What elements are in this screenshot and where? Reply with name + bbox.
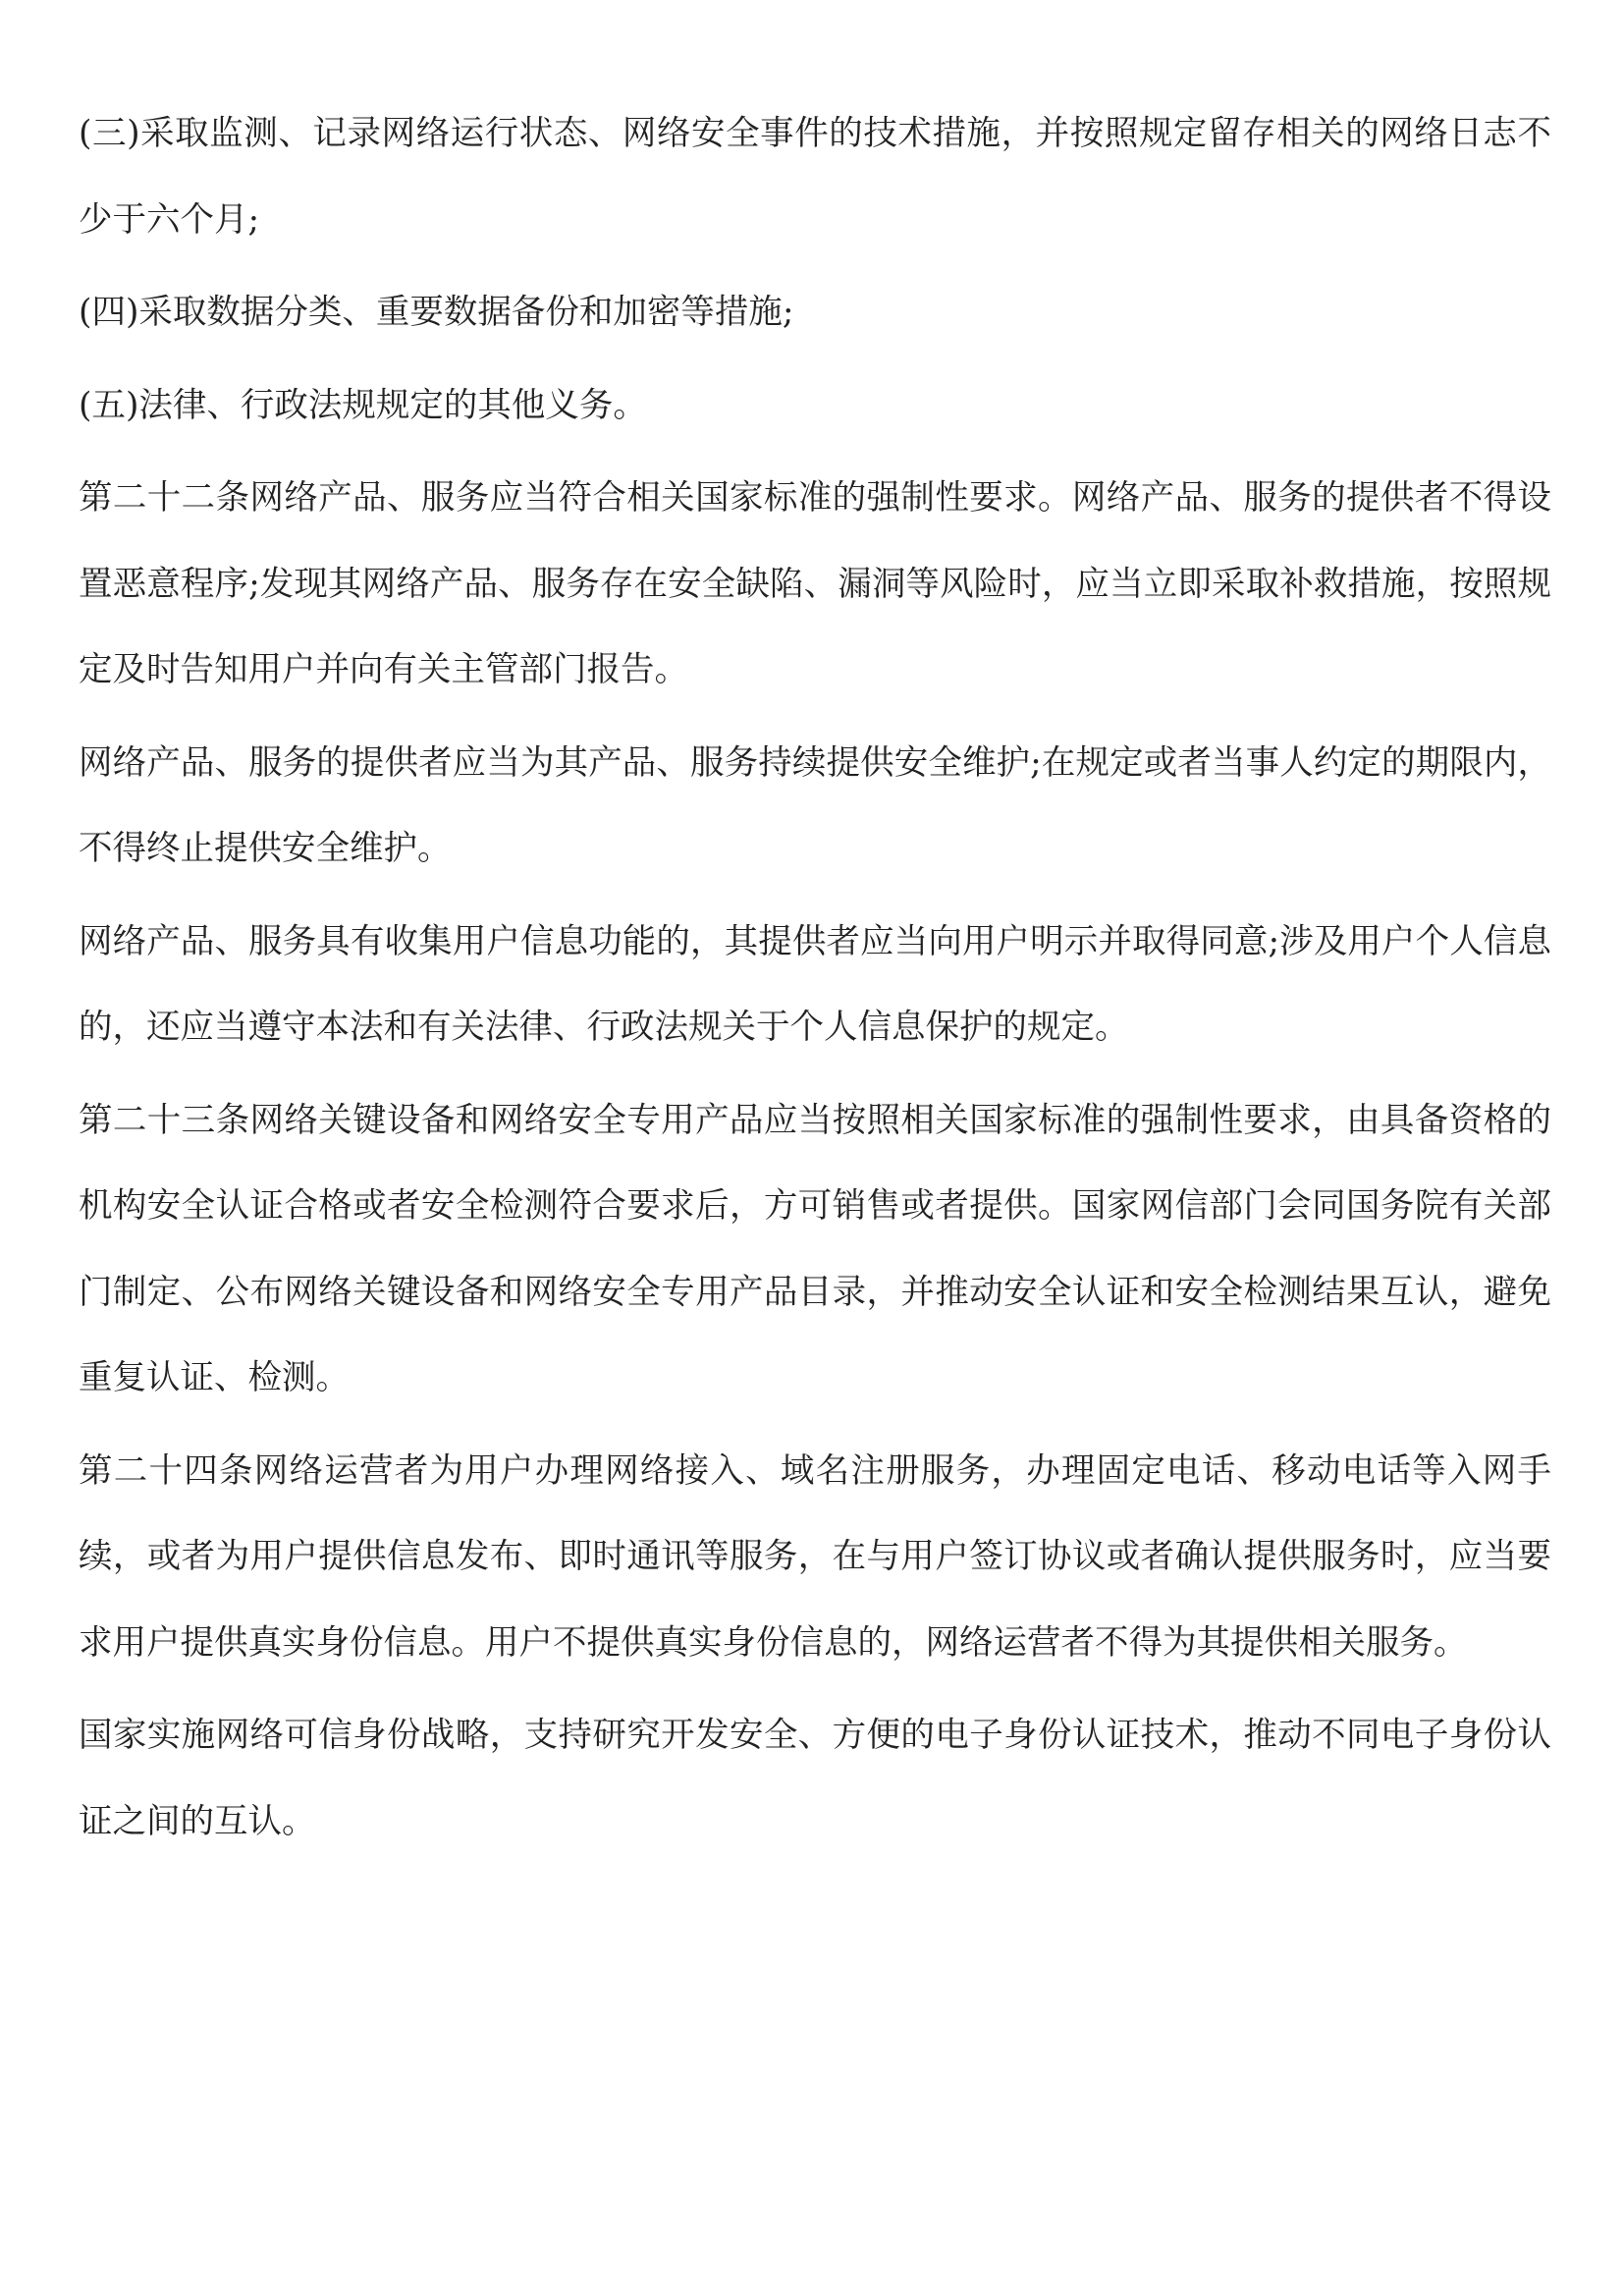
- paragraph-item-5: (五)法律、行政法规规定的其他义务。: [79, 385, 647, 425]
- article-22-paragraph-3: 网络产品、服务具有收集用户信息功能的，其提供者应当向用户明示并取得同意;涉及用户个人信息的，还应当遵守本法和有关法律、行政法规关于个人信息保护的规定。: [79, 921, 1551, 1047]
- article-22-paragraph-1: 第二十二条网络产品、服务应当符合相关国家标准的强制性要求。网络产品、服务的提供者不得设置恶意程序;发现其网络产品、服务存在安全缺陷、漏洞等风险时，应当立即采取补救措施，按照规定及时告知用户并向有关主管部门报告。: [79, 478, 1551, 689]
- article-22-paragraph-2: 网络产品、服务的提供者应当为其产品、服务持续提供安全维护;在规定或者当事人约定的期限内，不得终止提供安全维护。: [79, 742, 1551, 868]
- article-23-paragraph: 第二十三条网络关键设备和网络安全专用产品应当按照相关国家标准的强制性要求，由具备资格的机构安全认证合格或者安全检测符合要求后，方可销售或者提供。国家网信部门会同国务院有关部门制定、公布网络关键设备和网络安全专用产品目录，并推动安全认证和安全检测结果互认，避免重复认证、检测。: [79, 1100, 1551, 1397]
- article-24-paragraph-1: 第二十四条网络运营者为用户办理网络接入、域名注册服务，办理固定电话、移动电话等入网手续，或者为用户提供信息发布、即时通讯等服务，在与用户签订协议或者确认提供服务时，应当要求用户提供真实身份信息。用户不提供真实身份信息的，网络运营者不得为其提供相关服务。: [79, 1450, 1551, 1663]
- paragraph-item-3: (三)采取监测、记录网络运行状态、网络安全事件的技术措施，并按照规定留存相关的网络日志不少于六个月;: [79, 114, 1551, 240]
- document-page: [79, 91, 1551, 1865]
- article-24-paragraph-2: 国家实施网络可信身份战略，支持研究开发安全、方便的电子身份认证技术，推动不同电子身份认证之间的互认。: [79, 1716, 1551, 1841]
- paragraph-item-4: (四)采取数据分类、重要数据备份和加密等措施;: [79, 293, 794, 332]
